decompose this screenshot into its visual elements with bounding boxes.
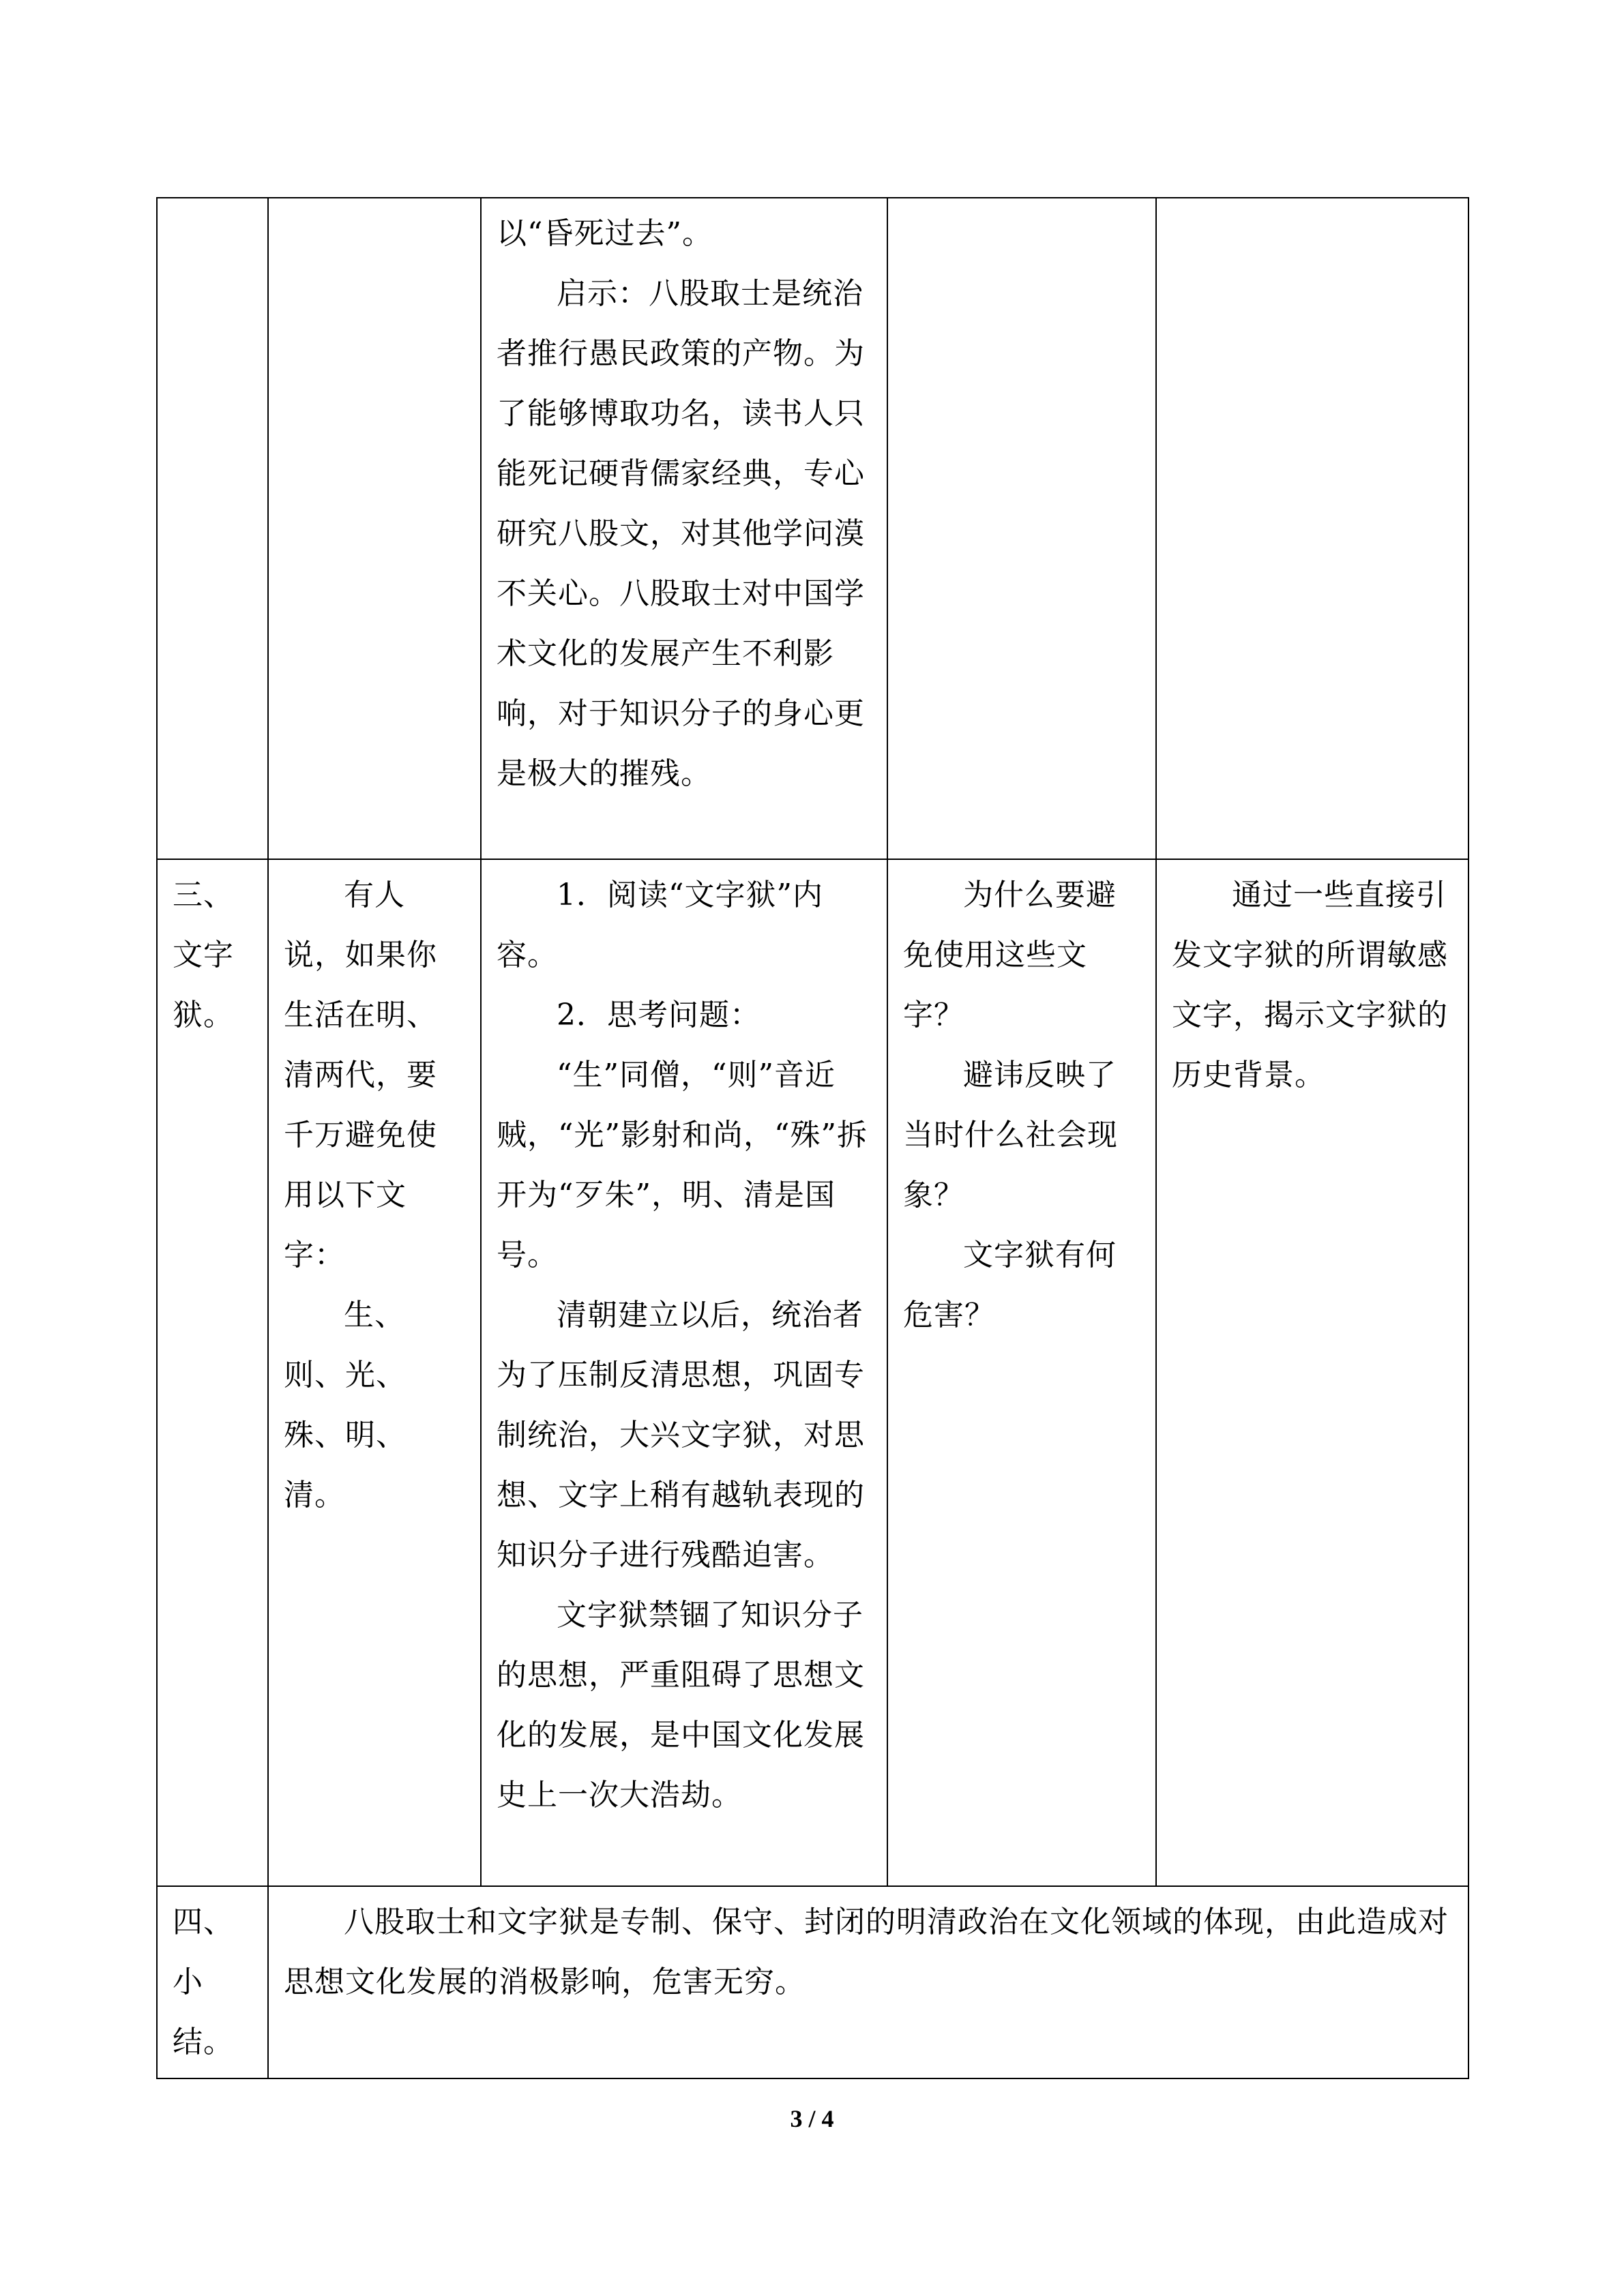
table-row-summary [157,1886,1468,2078]
questions-cell [887,859,1156,1886]
lesson-plan-table [156,197,1469,2079]
summary-paragraph: 八股取士和文字狱是专制、保守、封闭的明清政治在文化领域的体现，由此造成对思想文化发展的消极影响，危害无穷。 [284,1905,1449,1999]
activity-paragraph: 2．思考问题： [557,998,761,1032]
question-paragraph: 避讳反映了当时什么社会现象？ [903,1058,1118,1212]
question-paragraph: 文字狱有何危害？ [903,1238,1117,1332]
activity-paragraph: 清朝建立以后，统治者为了压制反清思想，巩固专制统治，大兴文字狱，对思想、文字上稍有越轨表现的知识分子进行残酷迫害。 [497,1298,865,1572]
summary-cell [268,1886,1468,2078]
activity-paragraph: 1．阅读“文字狱”内容。 [497,878,823,972]
activity-paragraph: 启示：八股取士是统治者推行愚民政策的产物。为了能够博取功名，读书人只能死记硬背儒家经典，专心研究八股文，对其他学问漠不关心。八股取士对中国学术文化的发展产生不利影响，对于知识分子的身心更是极大的摧残。 [497,276,865,791]
table-row-wenziyu [157,859,1468,1886]
material-paragraph: 生、则、光、殊、明、清。 [284,1298,407,1512]
intent-cell [1156,859,1468,1886]
activity-paragraph: 文字狱禁锢了知识分子的思想，严重阻碍了思想文化的发展，是中国文化发展史上一次大浩劫。 [497,1598,865,1813]
activity-cell [481,198,887,859]
stage-cell [157,198,268,859]
questions-cell [887,198,1156,859]
activity-paragraph: “生”同僧，“则”音近贼，“光”影射和尚，“殊”拆开为“歹朱”，明、清是国号。 [497,1058,868,1272]
intent-paragraph: 通过一些直接引发文字狱的所谓敏感文字，揭示文字狱的历史背景。 [1172,878,1448,1092]
table-row-continued [157,198,1468,859]
activity-paragraph: 以“昏死过去”。 [497,216,713,251]
material-cell [268,859,481,1886]
intent-cell [1156,198,1468,859]
material-paragraph: 有人说，如果你生活在明、清两代，要千万避免使用以下文字： [284,878,437,1272]
stage-cell: 三、文字狱。 [157,859,268,1886]
activity-cell [481,859,887,1886]
material-cell [268,198,481,859]
stage-cell: 四、小结。 [157,1886,268,2078]
page-number: 3 / 4 [790,2105,834,2132]
question-paragraph: 为什么要避免使用这些文字？ [903,878,1117,1032]
